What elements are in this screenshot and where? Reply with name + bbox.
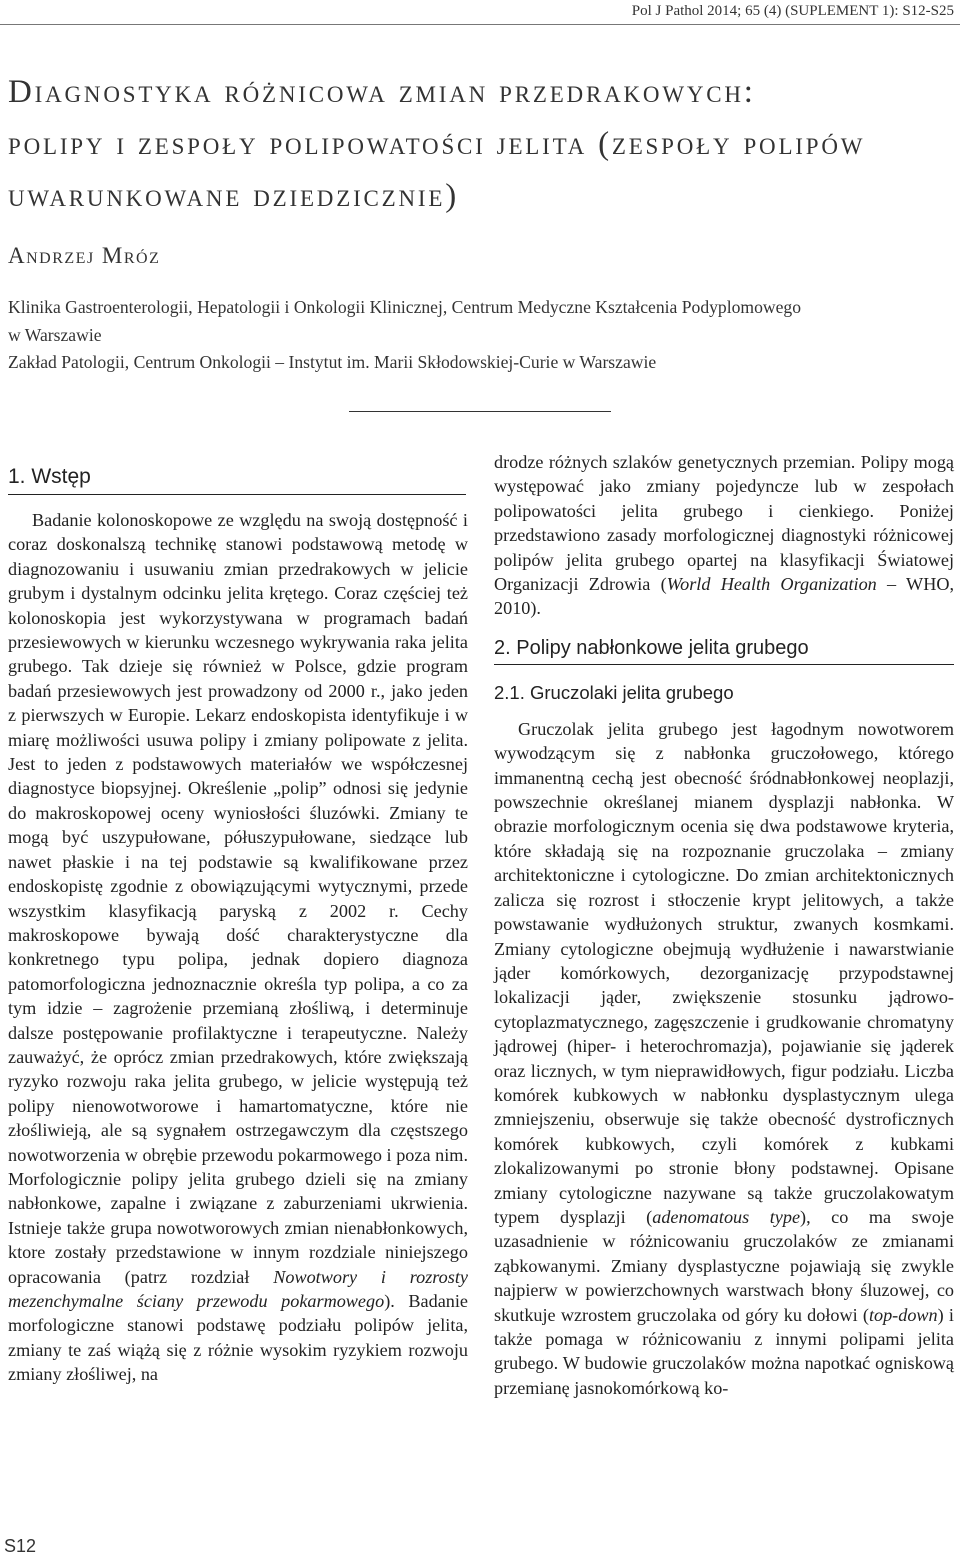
author-name: Andrzej Mróz [8,243,161,268]
italic-term: World Health Organization [666,574,877,595]
header-rule [0,24,960,25]
affiliation-line: Klinika Gastroenterologii, Hepatologii i Onkologii Klinicznej, Centrum Medyczne Kształcenia Podyplomowego [8,297,802,317]
italic-term: adenomatous type [652,1206,801,1227]
italic-term: top-down [868,1304,938,1325]
adenoma-paragraph [494,717,954,1400]
text-run: – WHO, 2010). [494,574,955,619]
affiliation-line: Zakład Patologii, Centrum Onkologii – Instytut im. Marii Skłodowskiej-Curie w Warszawie [8,352,657,372]
intro-paragraph [8,508,468,1387]
text-run: ) i także pomaga w różnicowaniu z innymi polipami jelita grubego. W budowie gruczolaków można napotkać ogniskową przemianę jasnokomórkową ko- [494,1304,954,1398]
separator-rule [349,411,611,412]
text-run: Gruczolak jelita grubego jest łagodnym nowotworem wywodzącym się z nabłonka gruczołowego, którego immanentną cechą jest obecność śródnabłonkowej neoplazji, powszechnie określanej mianem dysplazji nabłonka. W obrazie morfologicznym ocenia się dwa podstawowe kryteria, które składają się na rozpoznanie gruczolaka – zmiany architektoniczne i cytologiczne. Do zmian architektonicznych zalicza się rozrost i stłoczenie krypt jelitowych, a także powstawanie wydłużonych struktur, zwanych kosmkami. Zmiany cytologiczne obejmują wydłużenie i nawarstwianie jąder komórkowych, dezorganizację przypodstawnej lokalizacji jąder, zwiększenie stosunku jądrowo-cytoplazmatycznego, zagęszczenie i grudkowanie chromatyny jądrowej (hiper- i heterochromazja), pojawianie się jąderek oraz licznych, w tym nieprawidłowych, figur podziału. Liczba komórek kubkowych w nabłonku dysplastycznym ulega zmniejszeniu, obserwuje się także obecność dystroficznych komórek kubkowych, czyli komórek z kubkami zlokalizowanymi po stronie błony podstawnej. Opisane zmiany cytologiczne nazywane są także gruczolakowatym typem dysplazji ( [494,718,954,1227]
text-run: ). Badanie morfologiczne stanowi podstawę podziału polipów jelita, zmiany te zaś wiążą się z różnie wysokim ryzykiem rozwoju zmiany złośliwej, na [8,1291,468,1385]
left-column [8,508,468,1387]
subsection-heading-adenomas: 2.1. Gruczolaki jelita grubego [494,681,734,703]
affiliations [8,294,948,377]
affiliation-line: w Warszawie [8,324,102,345]
section-heading-polyps: 2. Polipy nabłonkowe jelita grubego [494,635,954,665]
chapter-reference: Nowotwory i rozrosty mezenchymalne ściany przewodu pokarmowego [8,1266,468,1311]
text-run: Badanie kolonoskopowe ze względu na swoją dostępność i coraz doskonalszą technikę stanowi podstawową metodę w diagnozowaniu i usuwaniu zmian przedrakowych w jelicie grubym i dystalnym odcinku jelita krętego. Coraz częściej też kolonoskopia jest wykorzystywana w programach badań przesiewowych w kierunku wczesnego wykrywania raka jelita grubego. Tak dzieje się również w Polsce, gdzie program badań przesiewowych jest prowadzony od 2000 r., jako jeden z pierwszych w Europie. Lekarz endoskopista identyfikuje i w miarę możliwości usuwa polipy i zmiany polipowate z jelita. Jest to jeden z podstawowych materiałów we współczesnej diagnostyce biopsyjnej. Określenie „polip” odnosi się jedynie do makroskopowej oceny wyniosłości śluzówki. Zmiany te mogą być uszypułowane, półuszypułowane, siedzące lub nawet płaskie i na tej podstawie są kwalifikowane przez endoskopistę zgodnie z obowiązującymi wytycznymi, przede wszystkim klasyfikacją paryską z 2002 r. Cechy makroskopowe bywają dość charakterystyczne dla konkretnego typu polipa, jednak dopiero diagnoza patomorfologiczna jednoznacznie określa typ polipa, a co za tym idzie – zagrożenie przemianą złośliwą, i determinuje dalsze postępowanie profilaktyczne i terapeutyczne. Należy zauważyć, że oprócz zmian przedrakowych, które zwiększają ryzyko rozwoju raka jelita grubego, w jelicie występują też polipy nienowotworowe i hamartomatyczne, które nie złośliwieją, ale są sygnałem ostrzegawczym dla częstszego nowotworzenia w obrębie przewodu pokarmowego i poza nim. Morfologicznie polipy jelita grubego dzieli się na zmiany nabłonkowe, zapalne i związane z zaburzeniami ukrwienia. Istnieje także grupa nowotworowych zmian nienabłonkowych, ktore zostały przedstawione w innym rozdziale niniejszego opracowania (patrz rozdział [8,510,468,1287]
title-line: Diagnostyka różnicowa zmian przedrakowych: [8,74,756,110]
article-title [8,66,958,222]
title-line: polipy i zespoły polipowatości jelita (zespoły polipów [8,126,866,162]
right-column [494,450,954,1400]
text-run: drodze różnych szlaków genetycznych przemian. Polipy mogą występować jako zmiany pojedyncze lub w zespołach polipowatości jelita grubego i cienkiego. Poniżej przedstawiono zasady morfologicznej diagnostyki różnicowej polipów jelita grubego opartej na klasyfikacji Światowej Organizacji Zdrowia ( [494,452,954,595]
section-heading-intro: 1. Wstęp [8,464,466,495]
journal-reference: Pol J Pathol 2014; 65 (4) (SUPLEMENT 1): S12-S25 [631,3,954,19]
text-run: ), co ma swoje uzasadnienie w różnicowaniu gruczolaków ze zmianami ząbkowanymi. Zmiany dysplastyczne pojawiają się zwykle najpierw w powierzchownych warstwach błony śluzowej, co skutkuje wzrostem gruczolaka od góry ku dołowi ( [494,1206,954,1325]
continuation-paragraph [494,450,954,621]
title-line: uwarunkowane dziedzicznie) [8,178,460,214]
page-number: S12 [4,1536,37,1556]
